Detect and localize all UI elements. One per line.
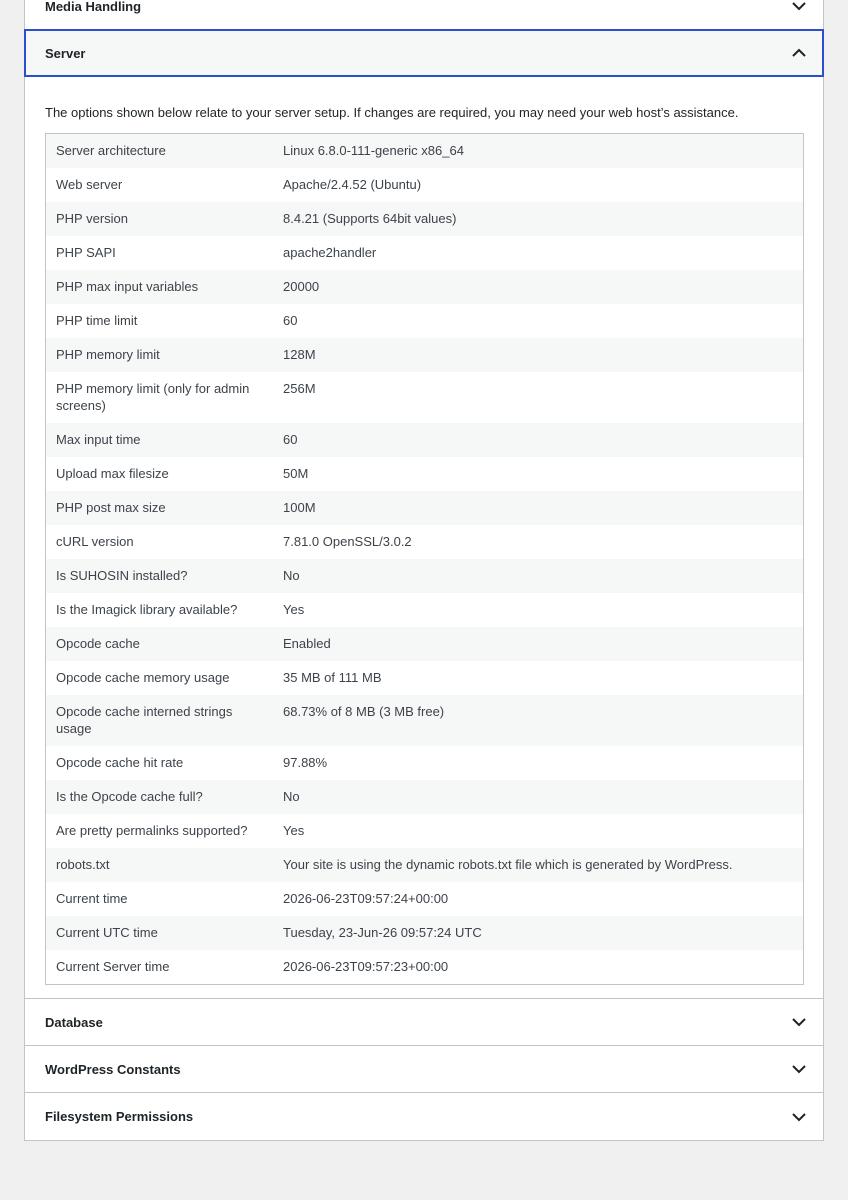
info-label: Current time: [56, 891, 128, 906]
table-row: [46, 627, 804, 661]
info-label: Is the Imagick library available?: [56, 602, 238, 617]
info-value: 256M: [283, 381, 316, 396]
table-row: [46, 202, 804, 236]
table-row: [46, 525, 804, 559]
info-label: Are pretty permalinks supported?: [56, 823, 248, 838]
info-value: 97.88%: [283, 755, 328, 770]
server-intro-text: The options shown below relate to your server setup. If changes are required, you may need your web host’s assistance.: [45, 105, 739, 120]
info-value: No: [283, 568, 300, 583]
table-row: [46, 814, 804, 848]
chevron-down-icon: [791, 0, 807, 14]
info-value: 20000: [283, 279, 320, 294]
chevron-down-icon: [791, 1014, 807, 1030]
section-media-handling-toggle[interactable]: [25, 0, 823, 30]
info-label: PHP time limit: [56, 313, 138, 328]
info-label: Opcode cache hit rate: [56, 755, 184, 770]
info-label: Web server: [56, 177, 123, 192]
info-value: Apache/2.4.52 (Ubuntu): [283, 177, 422, 192]
section-wordpress-constants-toggle[interactable]: [25, 1046, 823, 1093]
table-row: [46, 304, 804, 338]
info-value: Enabled: [283, 636, 331, 651]
info-label: PHP version: [56, 211, 129, 226]
section-database-toggle[interactable]: [25, 999, 823, 1046]
info-label: PHP post max size: [56, 500, 166, 515]
table-row: [46, 372, 804, 423]
site-health-info-accordion: [24, 0, 824, 1141]
section-wordpress-constants-title: WordPress Constants: [45, 1061, 181, 1077]
info-label: Opcode cache memory usage: [56, 670, 230, 685]
table-row: [46, 661, 804, 695]
info-label: Current Server time: [56, 959, 170, 974]
info-value: 2026-06-23T09:57:24+00:00: [283, 891, 449, 906]
info-value: 60: [283, 432, 298, 447]
table-row: [46, 950, 804, 985]
info-value: 100M: [283, 500, 316, 515]
info-value: Yes: [283, 602, 305, 617]
table-row: [46, 593, 804, 627]
chevron-down-icon: [791, 1109, 807, 1125]
table-row: [46, 168, 804, 202]
info-value: No: [283, 789, 300, 804]
info-label: PHP max input variables: [56, 279, 199, 294]
info-label: robots.txt: [56, 857, 110, 872]
server-info-table: [45, 133, 804, 985]
table-row: [46, 338, 804, 372]
info-label: PHP SAPI: [56, 245, 116, 260]
info-value: Linux 6.8.0-111-generic x86_64: [283, 143, 464, 158]
table-row: [46, 848, 804, 882]
table-row: [46, 746, 804, 780]
info-value: Yes: [283, 823, 305, 838]
info-label: Current UTC time: [56, 925, 158, 940]
info-value: 35 MB of 111 MB: [283, 670, 382, 685]
info-value: 50M: [283, 466, 309, 481]
table-row: [46, 491, 804, 525]
info-label: Upload max filesize: [56, 466, 169, 481]
section-server-toggle[interactable]: [24, 29, 824, 77]
info-label: Is SUHOSIN installed?: [56, 568, 188, 583]
info-label: Server architecture: [56, 143, 166, 158]
table-row: [46, 423, 804, 457]
chevron-up-icon: [791, 45, 807, 61]
info-value: Tuesday, 23-Jun-26 09:57:24 UTC: [283, 925, 482, 940]
info-value: 60: [283, 313, 298, 328]
info-value: 2026-06-23T09:57:23+00:00: [283, 959, 449, 974]
info-value: 8.4.21 (Supports 64bit values): [283, 211, 457, 226]
table-row: [46, 695, 804, 746]
info-label: Max input time: [56, 432, 141, 447]
info-label: Opcode cache interned strings usage: [56, 704, 233, 736]
table-row: [46, 270, 804, 304]
table-row: [46, 780, 804, 814]
section-filesystem-permissions-toggle[interactable]: [25, 1093, 823, 1140]
section-server-title: Server: [45, 45, 86, 61]
info-label: PHP memory limit (only for admin screens): [56, 381, 250, 413]
info-value: apache2handler: [283, 245, 377, 260]
info-label: Opcode cache: [56, 636, 140, 651]
info-value: 68.73% of 8 MB (3 MB free): [283, 704, 445, 719]
info-value: Your site is using the dynamic robots.txt file which is generated by WordPress.: [283, 857, 733, 872]
table-row: [46, 457, 804, 491]
section-media-handling-title: Media Handling: [45, 0, 142, 14]
table-row: [46, 236, 804, 270]
info-label: PHP memory limit: [56, 347, 160, 362]
table-row: [46, 882, 804, 916]
info-value: 7.81.0 OpenSSL/3.0.2: [283, 534, 412, 549]
table-row: [46, 134, 804, 169]
table-row: [46, 916, 804, 950]
info-label: Is the Opcode cache full?: [56, 789, 203, 804]
server-info-rows: [46, 134, 804, 985]
section-filesystem-permissions-title: Filesystem Permissions: [45, 1109, 194, 1124]
chevron-down-icon: [791, 1061, 807, 1077]
table-row: [46, 559, 804, 593]
section-server-panel: [25, 77, 823, 999]
info-label: cURL version: [56, 534, 134, 549]
section-database-title: Database: [45, 1014, 103, 1030]
info-value: 128M: [283, 347, 316, 362]
